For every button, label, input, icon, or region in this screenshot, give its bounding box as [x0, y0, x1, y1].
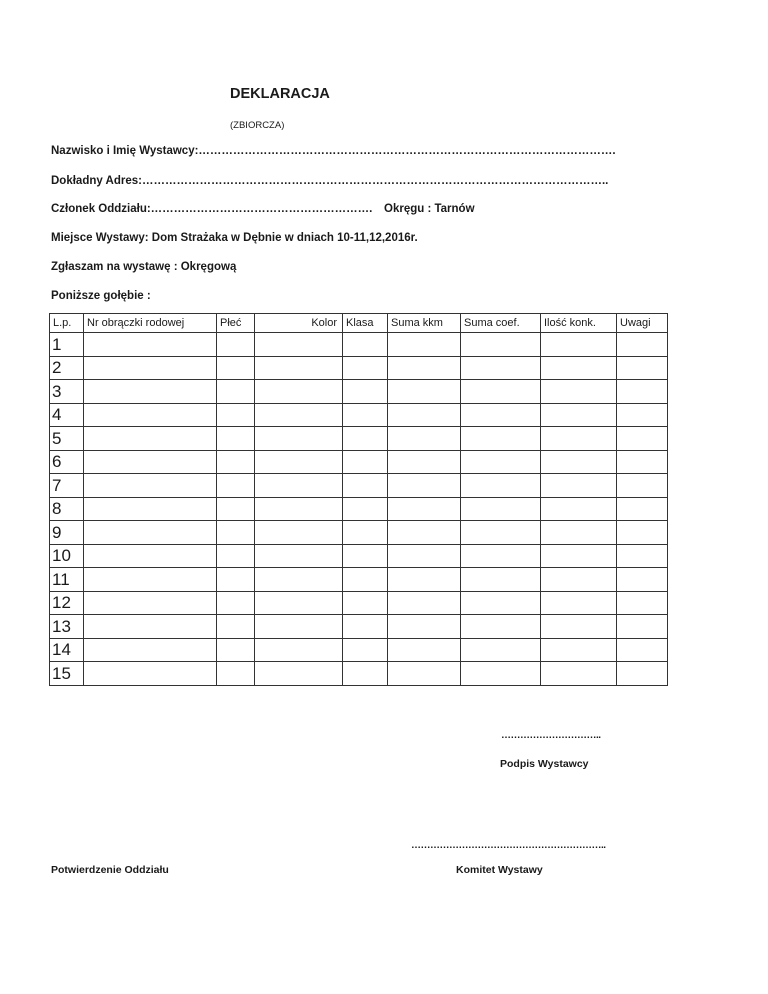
table-row — [50, 403, 668, 427]
table-cell[interactable] — [541, 497, 617, 521]
table-cell[interactable] — [217, 474, 255, 498]
table-cell[interactable] — [84, 591, 217, 615]
table-cell[interactable] — [617, 591, 668, 615]
table-row — [50, 450, 668, 474]
header-color: Kolor — [255, 314, 343, 333]
row-number: 10 — [50, 544, 84, 568]
table-cell[interactable] — [217, 521, 255, 545]
table-cell[interactable] — [541, 568, 617, 592]
table-cell[interactable] — [343, 356, 388, 380]
table-cell[interactable] — [461, 356, 541, 380]
table-cell[interactable] — [617, 497, 668, 521]
committee-signature-label: Komitet Wystawy — [456, 864, 543, 876]
table-row — [50, 427, 668, 451]
header-sex: Płeć — [217, 314, 255, 333]
table-cell[interactable] — [84, 380, 217, 404]
table-cell[interactable] — [217, 638, 255, 662]
table-cell[interactable] — [541, 591, 617, 615]
table-cell[interactable] — [617, 356, 668, 380]
table-cell[interactable] — [255, 403, 343, 427]
table-cell[interactable] — [388, 356, 461, 380]
table-cell[interactable] — [541, 403, 617, 427]
pigeon-table — [49, 313, 668, 686]
table-cell[interactable] — [388, 497, 461, 521]
table-cell[interactable] — [255, 615, 343, 639]
table-cell[interactable] — [461, 638, 541, 662]
table-cell[interactable] — [541, 638, 617, 662]
table-cell[interactable] — [541, 450, 617, 474]
table-cell[interactable] — [461, 615, 541, 639]
table-cell[interactable] — [255, 497, 343, 521]
row-number: 5 — [50, 427, 84, 451]
table-cell[interactable] — [617, 333, 668, 357]
table-cell[interactable] — [343, 544, 388, 568]
table-cell[interactable] — [617, 427, 668, 451]
table-cell[interactable] — [461, 380, 541, 404]
row-number: 3 — [50, 380, 84, 404]
row-number: 4 — [50, 403, 84, 427]
table-cell[interactable] — [388, 450, 461, 474]
table-cell[interactable] — [461, 521, 541, 545]
pigeons-intro: Poniższe gołębie : — [51, 290, 151, 302]
table-cell[interactable] — [541, 356, 617, 380]
table-cell[interactable] — [84, 638, 217, 662]
submission-field: Zgłaszam na wystawę : Okręgową — [51, 261, 237, 273]
table-cell[interactable] — [217, 544, 255, 568]
row-number: 8 — [50, 497, 84, 521]
table-row — [50, 615, 668, 639]
exhibitor-signature-line: ………………………….. — [501, 730, 601, 741]
row-number: 13 — [50, 615, 84, 639]
table-cell[interactable] — [617, 403, 668, 427]
table-cell[interactable] — [343, 380, 388, 404]
table-cell[interactable] — [541, 380, 617, 404]
row-number: 6 — [50, 450, 84, 474]
table-cell[interactable] — [617, 615, 668, 639]
table-cell[interactable] — [461, 568, 541, 592]
row-number: 1 — [50, 333, 84, 357]
table-cell[interactable] — [255, 662, 343, 686]
table-cell[interactable] — [255, 450, 343, 474]
table-cell[interactable] — [388, 568, 461, 592]
row-number: 11 — [50, 568, 84, 592]
exhibitor-signature-label: Podpis Wystawcy — [500, 758, 589, 770]
table-cell[interactable] — [617, 638, 668, 662]
table-cell[interactable] — [461, 662, 541, 686]
table-cell[interactable] — [343, 427, 388, 451]
table-row — [50, 333, 668, 357]
table-cell[interactable] — [217, 662, 255, 686]
table-cell[interactable] — [541, 662, 617, 686]
table-cell[interactable] — [217, 403, 255, 427]
header-lp: L.p. — [50, 314, 84, 333]
table-cell[interactable] — [343, 591, 388, 615]
table-cell[interactable] — [84, 403, 217, 427]
table-cell[interactable] — [255, 356, 343, 380]
table-cell[interactable] — [461, 450, 541, 474]
table-cell[interactable] — [388, 474, 461, 498]
table-cell[interactable] — [388, 638, 461, 662]
table-header-row — [50, 314, 668, 333]
table-cell[interactable] — [541, 521, 617, 545]
table-cell[interactable] — [541, 615, 617, 639]
table-row — [50, 380, 668, 404]
table-cell[interactable] — [217, 427, 255, 451]
table-cell[interactable] — [343, 474, 388, 498]
row-number: 15 — [50, 662, 84, 686]
header-sum-kkm: Suma kkm — [388, 314, 461, 333]
branch-confirmation-label: Potwierdzenie Oddziału — [51, 864, 169, 876]
table-cell[interactable] — [388, 380, 461, 404]
row-number: 9 — [50, 521, 84, 545]
table-row — [50, 521, 668, 545]
table-row — [50, 662, 668, 686]
table-cell[interactable] — [388, 662, 461, 686]
table-cell[interactable] — [461, 497, 541, 521]
table-cell[interactable] — [255, 568, 343, 592]
table-cell[interactable] — [343, 568, 388, 592]
header-notes: Uwagi — [617, 314, 668, 333]
table-cell[interactable] — [461, 333, 541, 357]
table-cell[interactable] — [343, 403, 388, 427]
table-cell[interactable] — [84, 333, 217, 357]
header-sum-coef: Suma coef. — [461, 314, 541, 333]
table-cell[interactable] — [617, 662, 668, 686]
table-row — [50, 638, 668, 662]
table-cell[interactable] — [255, 427, 343, 451]
table-cell[interactable] — [617, 568, 668, 592]
row-number: 2 — [50, 356, 84, 380]
table-cell[interactable] — [84, 544, 217, 568]
table-cell[interactable] — [541, 333, 617, 357]
table-cell[interactable] — [343, 615, 388, 639]
table-cell[interactable] — [461, 403, 541, 427]
table-cell[interactable] — [217, 615, 255, 639]
table-cell[interactable] — [255, 333, 343, 357]
table-cell[interactable] — [343, 333, 388, 357]
table-cell[interactable] — [217, 591, 255, 615]
table-cell[interactable] — [388, 544, 461, 568]
table-cell[interactable] — [541, 544, 617, 568]
table-cell[interactable] — [84, 662, 217, 686]
table-cell[interactable] — [84, 568, 217, 592]
table-cell[interactable] — [217, 568, 255, 592]
table-cell[interactable] — [84, 521, 217, 545]
exhibitor-name-field: Nazwisko i Imię Wystawcy:………………………………………………………………………………………………. — [51, 145, 616, 157]
table-cell[interactable] — [541, 427, 617, 451]
document-title: DEKLARACJA — [230, 86, 330, 102]
table-cell[interactable] — [217, 380, 255, 404]
table-cell[interactable] — [84, 450, 217, 474]
table-row — [50, 591, 668, 615]
table-cell[interactable] — [343, 521, 388, 545]
committee-signature-line: …………………………………………………….. — [411, 840, 606, 851]
table-cell[interactable] — [388, 521, 461, 545]
table-cell[interactable] — [255, 544, 343, 568]
table-cell[interactable] — [617, 544, 668, 568]
table-cell[interactable] — [617, 521, 668, 545]
table-cell[interactable] — [388, 427, 461, 451]
table-cell[interactable] — [217, 497, 255, 521]
address-field: Dokładny Adres:………………………………………………………………………………………………………….. — [51, 175, 609, 187]
header-class: Klasa — [343, 314, 388, 333]
row-number: 7 — [50, 474, 84, 498]
table-cell[interactable] — [617, 450, 668, 474]
table-row — [50, 544, 668, 568]
document-subtitle: (ZBIORCZA) — [230, 120, 285, 131]
table-cell[interactable] — [343, 450, 388, 474]
table-cell[interactable] — [388, 403, 461, 427]
table-cell[interactable] — [343, 497, 388, 521]
table-cell[interactable] — [217, 356, 255, 380]
table-row — [50, 356, 668, 380]
table-row — [50, 474, 668, 498]
header-ring-number: Nr obrączki rodowej — [84, 314, 217, 333]
table-cell[interactable] — [461, 591, 541, 615]
table-cell[interactable] — [343, 662, 388, 686]
table-cell[interactable] — [388, 591, 461, 615]
table-cell[interactable] — [388, 615, 461, 639]
table-cell[interactable] — [388, 333, 461, 357]
table-cell[interactable] — [84, 497, 217, 521]
row-number: 12 — [50, 591, 84, 615]
table-cell[interactable] — [84, 615, 217, 639]
table-cell[interactable] — [255, 638, 343, 662]
table-cell[interactable] — [255, 521, 343, 545]
table-cell[interactable] — [461, 427, 541, 451]
table-cell[interactable] — [255, 591, 343, 615]
table-row — [50, 497, 668, 521]
table-cell[interactable] — [461, 544, 541, 568]
table-cell[interactable] — [255, 380, 343, 404]
table-cell[interactable] — [461, 474, 541, 498]
table-cell[interactable] — [217, 450, 255, 474]
table-cell[interactable] — [617, 380, 668, 404]
table-cell[interactable] — [255, 474, 343, 498]
district-field: Okręgu : Tarnów — [384, 203, 475, 215]
venue-field: Miejsce Wystawy: Dom Strażaka w Dębnie w dniach 10-11,12,2016r. — [51, 232, 418, 244]
table-cell[interactable] — [84, 474, 217, 498]
table-row — [50, 568, 668, 592]
branch-member-field: Członek Oddziału:…………………………………………………. — [51, 203, 373, 215]
header-contest-count: Ilość konk. — [541, 314, 617, 333]
table-cell[interactable] — [84, 356, 217, 380]
table-cell[interactable] — [343, 638, 388, 662]
row-number: 14 — [50, 638, 84, 662]
table-cell[interactable] — [617, 474, 668, 498]
table-cell[interactable] — [217, 333, 255, 357]
table-cell[interactable] — [84, 427, 217, 451]
table-cell[interactable] — [541, 474, 617, 498]
